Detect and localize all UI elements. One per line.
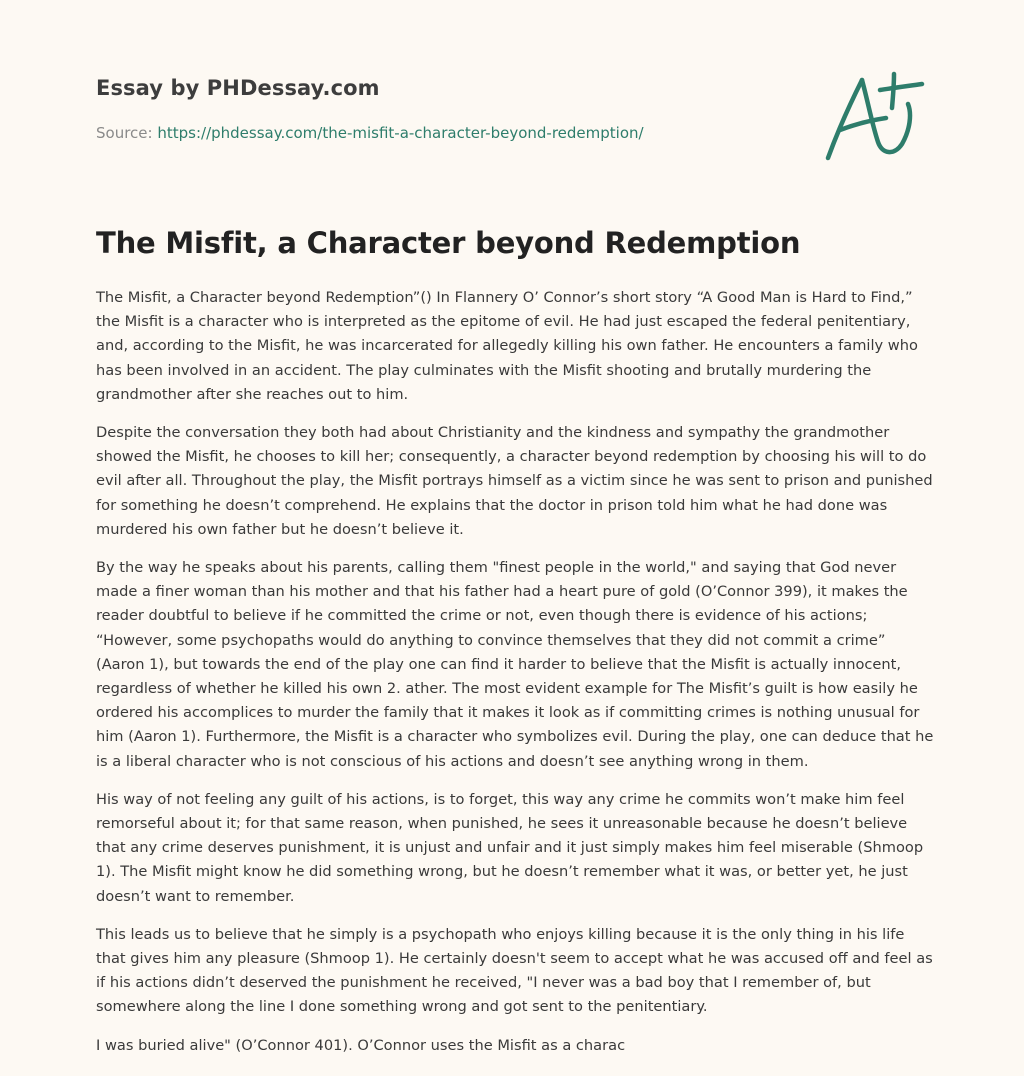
essay-paragraph: By the way he speaks about his parents, calling them "finest people in the world," and saying that God never made a finer woman than his mother and that his father had a heart pure of gold (O’Connor 399), it makes the reader doubtful to believe if he committed the crime or not, even though there is evidence of his actions; “However, some psychopaths would do anything to convince themselves that they did not commit a crime” (Aaron 1), but towards the end of the play one can find it harder to believe that the Misfit is actually innocent, regardless of whether he killed his own 2. ather. The most evident example for The Misfit’s guilt is how easily he ordered his accomplices to murder the family that it makes it look as if committing crimes is nothing unusual for him (Aaron 1). Furthermore, the Misfit is a character who symbolizes evil. During the play, one can deduce that he is a liberal character who is not conscious of his actions and doesn’t see anything wrong in them.	[96, 559, 934, 770]
essay-paragraph: I was buried alive" (O’Connor 401). O’Connor uses the Misfit as a charac	[96, 1036, 626, 1054]
a-plus-logo-icon	[822, 68, 928, 164]
source-line	[96, 124, 644, 142]
essay-paragraph: Despite the conversation they both had about Christianity and the kindness and sympathy the grandmother showed the Misfit, he chooses to kill her; consequently, a character beyond redemption by choosing his will to do evil after all. Throughout the play, the Misfit portrays himself as a victim since he was sent to prison and punished for something he doesn’t comprehend. He explains that the doctor in prison told him what he had done was murdered his own father but he doesn’t believe it.	[96, 424, 933, 538]
essay-body	[96, 286, 934, 1072]
essay-title: The Misfit, a Character beyond Redemption	[96, 226, 801, 260]
source-label: Source:	[96, 124, 153, 142]
essay-paragraph: This leads us to believe that he simply is a psychopath who enjoys killing because it is the only thing in his life that gives him any pleasure (Shmoop 1). He certainly doesn't seem to accept what he was accused off and feel as if his actions didn’t deserved the punishment he received, "I never was a bad boy that I remember of, but somewhere along the line I done something wrong and got sent to the penitentiary.	[96, 925, 933, 1016]
site-brand: Essay by PHDessay.com	[96, 76, 380, 100]
essay-paragraph: The Misfit, a Character beyond Redemption”() In Flannery O’ Connor’s short story “A Good Man is Hard to Find,” the Misfit is a character who is interpreted as the epitome of evil. He had just escaped the federal penitentiary, and, according to the Misfit, he was incarcerated for allegedly killing his own father. He encounters a family who has been involved in an accident. The play culminates with the Misfit shooting and brutally murdering the grandmother after she reaches out to him.	[96, 289, 918, 403]
essay-paragraph: His way of not feeling any guilt of his actions, is to forget, this way any crime he commits won’t make him feel remorseful about it; for that same reason, when punished, he sees it unreasonable because he doesn’t believe that any crime deserves punishment, it is unjust and unfair and it just simply makes him feel miserable (Shmoop 1). The Misfit might know he did something wrong, but he doesn’t remember what it was, or better yet, he just doesn’t want to remember.	[96, 790, 924, 905]
source-link[interactable]: https://phdessay.com/the-misfit-a-character-beyond-redemption/	[157, 124, 644, 142]
